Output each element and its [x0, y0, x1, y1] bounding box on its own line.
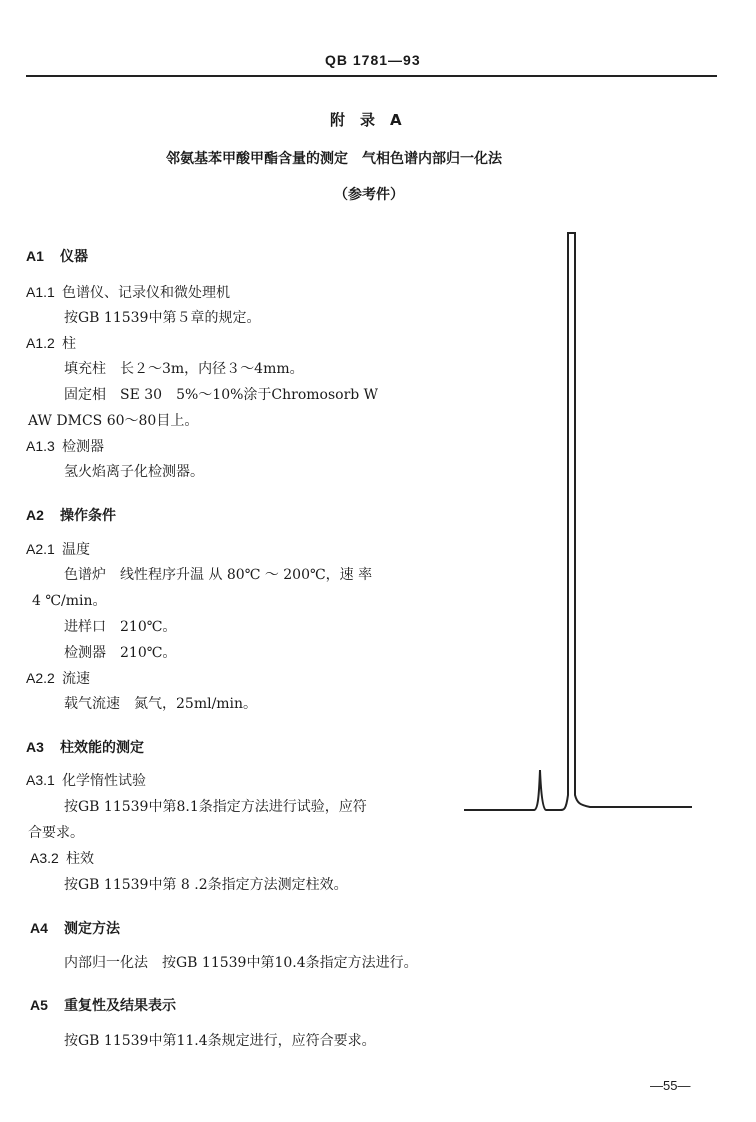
section-title: 化学惰性试验 — [62, 773, 146, 789]
section-number: A2 — [26, 507, 44, 523]
section-a1-3-text: 氢火焰离子化检测器。 — [64, 464, 204, 480]
section-number: A1 — [26, 248, 44, 264]
section-number: A1.2 — [26, 335, 55, 351]
section-a1-2-line2: 固定相 SE 30 5%～10%涂于Chromosorb W — [64, 387, 379, 403]
section-a5-heading — [30, 995, 176, 1015]
section-title: 柱效 — [66, 851, 94, 867]
section-a1-2-line3: AW DMCS 60～80目上。 — [28, 413, 199, 429]
section-a3-1-line2: 合要求。 — [28, 825, 84, 841]
section-title: 测定方法 — [64, 921, 120, 937]
section-title: 重复性及结果表示 — [64, 998, 176, 1014]
section-a2-1-line2: 4 ℃/min。 — [32, 593, 107, 609]
section-title: 操作条件 — [60, 508, 116, 524]
section-number: A3.2 — [30, 850, 59, 866]
appendix-subtitle: 邻氨基苯甲酸甲酯含量的测定 气相色谱内部归一化法 — [166, 151, 502, 167]
section-title: 色谱仪、记录仪和微处理机 — [62, 285, 230, 301]
section-number: A3.1 — [26, 772, 55, 788]
section-a5-text: 按GB 11539中第11.4条规定进行，应符合要求。 — [64, 1033, 376, 1049]
section-number: A4 — [30, 920, 48, 936]
section-a1-2-line1: 填充柱 长２～3m，内径３～4mm。 — [64, 361, 304, 377]
section-a1-3-heading — [26, 436, 104, 456]
section-a3-heading — [26, 737, 144, 757]
section-a1-1-text: 按GB 11539中第５章的规定。 — [64, 310, 261, 326]
section-number: A1.1 — [26, 284, 55, 300]
section-a2-heading — [26, 505, 116, 525]
section-a3-1-heading — [26, 770, 146, 790]
section-a1-heading — [26, 246, 88, 266]
chromatogram-trace — [464, 233, 692, 810]
section-title: 检测器 — [62, 439, 104, 455]
section-number: A3 — [26, 739, 44, 755]
section-a1-2-heading — [26, 333, 76, 353]
chromatogram-figure — [460, 225, 700, 825]
section-a3-2-heading — [30, 848, 94, 868]
section-a4-heading — [30, 918, 120, 938]
section-title: 柱效能的测定 — [60, 740, 144, 756]
section-a3-2-text: 按GB 11539中第 8 .2条指定方法测定柱效。 — [64, 877, 348, 893]
section-a2-2-text: 载气流速 氮气，25ml/min。 — [64, 696, 258, 712]
section-number: A2.2 — [26, 670, 55, 686]
section-number: A5 — [30, 997, 48, 1013]
section-a2-1-heading — [26, 539, 90, 559]
section-a2-1-line4: 检测器 210℃。 — [64, 645, 177, 661]
section-title: 温度 — [62, 542, 90, 558]
section-a1-1-heading — [26, 282, 230, 302]
standard-code: QB 1781—93 — [325, 52, 421, 68]
appendix-title: 附 录 A — [330, 111, 402, 129]
section-title: 柱 — [62, 336, 76, 352]
appendix-note: （参考件） — [334, 187, 404, 203]
section-a3-1-line1: 按GB 11539中第8.1条指定方法进行试验，应符 — [64, 799, 367, 815]
section-number: A1.3 — [26, 438, 55, 454]
section-a2-2-heading — [26, 668, 90, 688]
section-number: A2.1 — [26, 541, 55, 557]
section-title: 流速 — [62, 671, 90, 687]
page-number: —55— — [650, 1078, 691, 1093]
section-a4-text: 内部归一化法 按GB 11539中第10.4条指定方法进行。 — [64, 955, 418, 971]
section-a2-1-line3: 进样口 210℃。 — [64, 619, 177, 635]
section-title: 仪器 — [60, 249, 88, 265]
header-rule — [26, 75, 717, 77]
section-a2-1-line1: 色谱炉 线性程序升温 从 80℃ ～ 200℃，速 率 — [64, 567, 373, 583]
